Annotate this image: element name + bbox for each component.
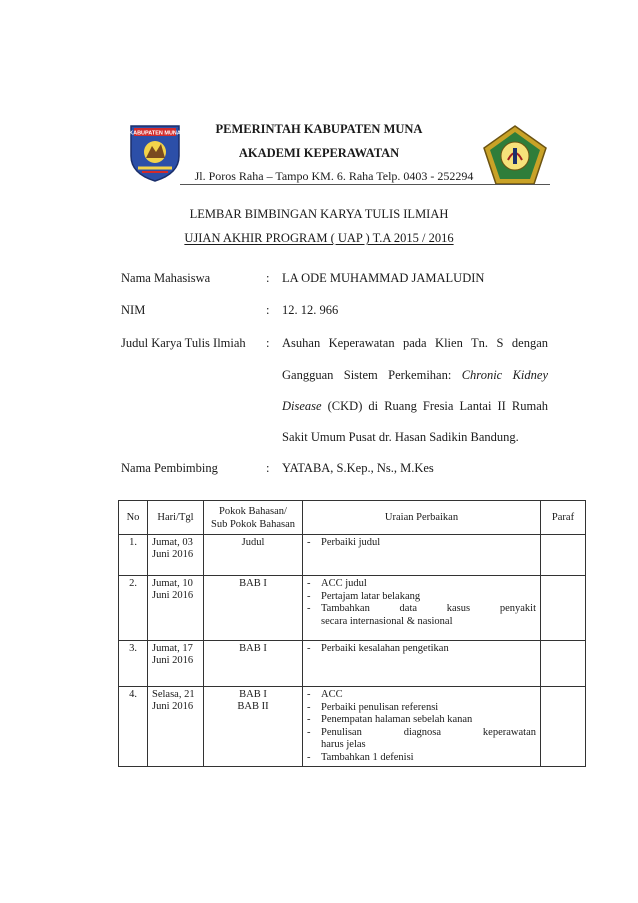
- header-hari-tgl: Hari/Tgl: [148, 501, 204, 535]
- row-date: Jumat, 17 Juni 2016: [148, 641, 204, 687]
- bimbingan-table: [118, 500, 586, 767]
- row-date: Jumat, 10 Juni 2016: [148, 576, 204, 641]
- header-divider: [180, 184, 550, 185]
- uraian-item: - Perbaiki penulisan referensi: [307, 702, 536, 715]
- row-pokok: BAB I: [204, 576, 303, 641]
- header-no: No: [119, 501, 148, 535]
- uraian-item-continuation: secara internasional & nasional: [321, 615, 453, 627]
- table-header-row: [119, 501, 586, 535]
- judul-line-4: Sakit Umum Pusat dr. Hasan Sadikin Bandung.: [282, 430, 519, 444]
- uraian-item: - ACC: [307, 689, 536, 702]
- row-uraian: [303, 576, 541, 641]
- colon: :: [266, 271, 270, 285]
- uraian-item: - Perbaiki judul: [307, 537, 536, 550]
- judul-label: Judul Karya Tulis Ilmiah: [121, 336, 246, 350]
- row-paraf: [541, 576, 586, 641]
- row-uraian: [303, 535, 541, 576]
- uraian-item: - Penulisan diagnosa keperawatan: [307, 727, 536, 740]
- header-institution-2: AKADEMI KEPERAWATAN: [238, 146, 400, 160]
- header-paraf: Paraf: [541, 501, 586, 535]
- uraian-item: - Penempatan halaman sebelah kanan: [307, 714, 536, 727]
- colon: :: [266, 461, 270, 475]
- uraian-item-continuation: harus jelas: [321, 739, 366, 750]
- row-date: Jumat, 03 Juni 2016: [148, 535, 204, 576]
- row-number: 1.: [119, 535, 148, 576]
- row-pokok: BAB I BAB II: [204, 687, 303, 767]
- row-uraian: [303, 687, 541, 767]
- document-subtitle: UJIAN AKHIR PROGRAM ( UAP ) T.A 2015 / 2016: [184, 231, 454, 245]
- row-number: 4.: [119, 687, 148, 767]
- header-address: Jl. Poros Raha – Tampo KM. 6. Raha Telp. 0403 - 252294: [194, 169, 474, 183]
- row-paraf: [541, 687, 586, 767]
- header-pokok-bahasan: Pokok Bahasan/ Sub Pokok Bahasan: [204, 501, 303, 535]
- nim-label: NIM: [121, 303, 146, 317]
- row-pokok: BAB I: [204, 641, 303, 687]
- uraian-item: - Tambahkan 1 defenisi: [307, 752, 536, 765]
- row-uraian: [303, 641, 541, 687]
- judul-line-2: Gangguan Sistem Perkemihan: Chronic Kidney: [282, 368, 548, 382]
- row-number: 3.: [119, 641, 148, 687]
- judul-line-1: Asuhan Keperawatan pada Klien Tn. S dengan: [282, 336, 548, 350]
- colon: :: [266, 303, 270, 317]
- header-uraian-perbaikan: Uraian Perbaikan: [303, 501, 541, 535]
- uraian-item: - Tambahkan data kasus penyakit: [307, 603, 536, 616]
- table-row: [119, 641, 586, 687]
- header-institution-1: PEMERINTAH KABUPATEN MUNA: [215, 122, 423, 136]
- table-row: [119, 687, 586, 767]
- nama-mahasiswa-value: LA ODE MUHAMMAD JAMALUDIN: [282, 271, 485, 285]
- uraian-item: - Perbaiki kesalahan pengetikan: [307, 643, 536, 656]
- colon: :: [266, 336, 270, 350]
- row-number: 2.: [119, 576, 148, 641]
- document-title: LEMBAR BIMBINGAN KARYA TULIS ILMIAH: [189, 207, 449, 221]
- pembimbing-label: Nama Pembimbing: [121, 461, 218, 475]
- table-row: [119, 576, 586, 641]
- uraian-item: - Pertajam latar belakang: [307, 591, 536, 604]
- row-date: Selasa, 21 Juni 2016: [148, 687, 204, 767]
- pembimbing-value: YATABA, S.Kep., Ns., M.Kes: [282, 461, 434, 475]
- svg-text:KABUPATEN MUNA: KABUPATEN MUNA: [129, 130, 181, 137]
- nim-value: 12. 12. 966: [282, 303, 339, 317]
- row-pokok: Judul: [204, 535, 303, 576]
- row-paraf: [541, 535, 586, 576]
- table-row: [119, 535, 586, 576]
- judul-line-3: Disease (CKD) di Ruang Fresia Lantai II Rumah: [282, 399, 548, 413]
- uraian-item: - ACC judul: [307, 578, 536, 591]
- nama-mahasiswa-label: Nama Mahasiswa: [121, 271, 211, 285]
- row-paraf: [541, 641, 586, 687]
